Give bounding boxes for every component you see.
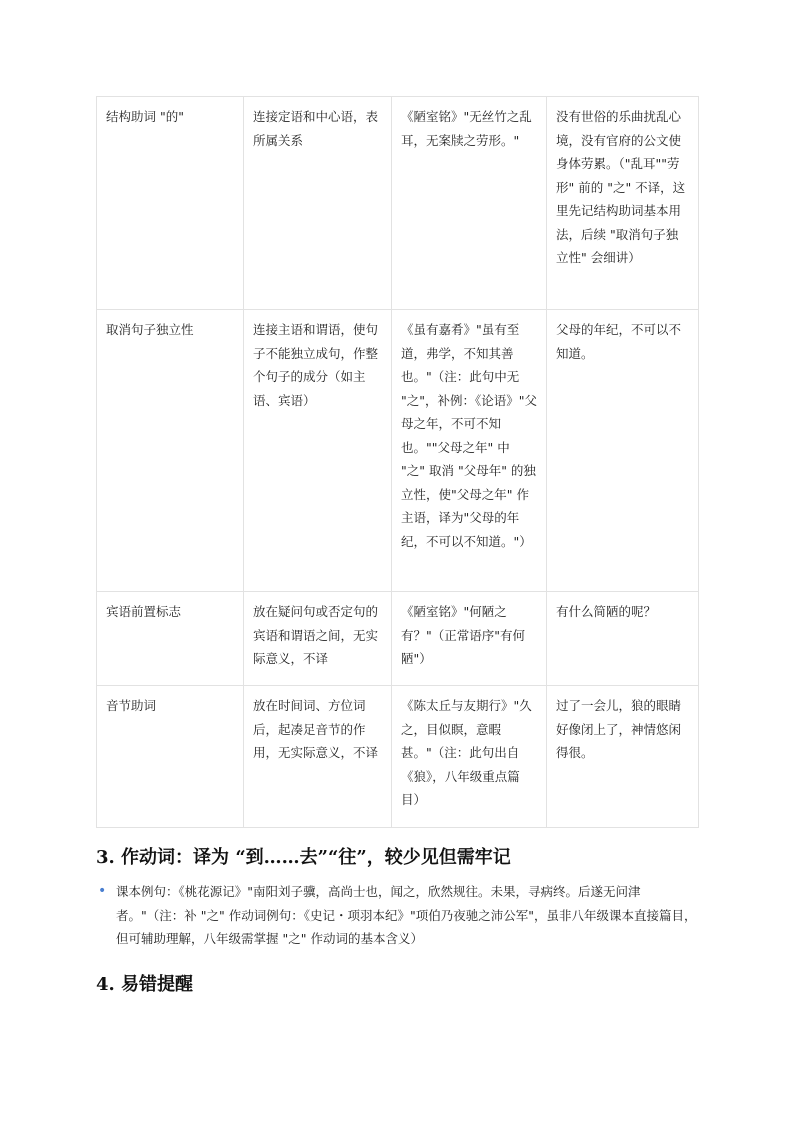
- list-item-text: 课本例句：《桃花源记》"南阳刘子骥，高尚士也，闻之，欣然规往。未果，寻病终。后遂无问津者。"（注：补 "之" 作动词例句：《史记・项羽本纪》"项伯乃夜驰之沛公军"，虽非八年级课本直接篇目，但可辅助理解，八年级需掌握 "之" 作动词的基本含义）: [116, 884, 697, 946]
- function-cell: 连接主语和谓语，使句子不能独立成句，作整个句子的成分（如主语、宾语）: [244, 310, 392, 592]
- translation-cell: 父母的年纪，不可以不知道。: [547, 310, 699, 592]
- example-cell: 《陈太丘与友期行》"久之，目似瞑，意暇甚。"（注：此句出自《狼》，八年级重点篇目）: [392, 686, 547, 828]
- function-cell: 连接定语和中心语，表所属关系: [244, 97, 392, 310]
- example-cell: 《陋室铭》"何陋之有？"（正常语序"有何陋"）: [392, 592, 547, 686]
- usage-cell: 宾语前置标志: [97, 592, 244, 686]
- usage-cell: 取消句子独立性: [97, 310, 244, 592]
- table-row: [97, 686, 699, 828]
- table-row: [97, 310, 699, 592]
- section-heading: 3. 作动词：译为 “到……去”“往”，较少见但需牢记: [96, 847, 511, 868]
- grammar-table: [96, 96, 699, 828]
- usage-cell: 音节助词: [97, 686, 244, 828]
- usage-cell: 结构助词 "的": [97, 97, 244, 310]
- example-cell: 《虽有嘉肴》"虽有至道，弗学，不知其善也。"（注：此句中无 "之"，补例：《论语》"父母之年，不可不知也。""父母之年" 中 "之" 取消 "父母年" 的独立性，使"父母之年" 作主语，译为"父母的年纪，不可以不知道。"）: [392, 310, 547, 592]
- table-row: [97, 97, 699, 310]
- example-cell: 《陋室铭》"无丝竹之乱耳，无案牍之劳形。": [392, 97, 547, 310]
- translation-cell: 没有世俗的乐曲扰乱心境，没有官府的公文使身体劳累。（"乱耳""劳形" 前的 "之" 不译，这里先记结构助词基本用法，后续 "取消句子独立性" 会细讲）: [547, 97, 699, 310]
- table-row: [97, 592, 699, 686]
- translation-cell: 过了一会儿，狼的眼睛好像闭上了，神情悠闲得很。: [547, 686, 699, 828]
- list-item: [96, 880, 706, 951]
- function-cell: 放在时间词、方位词后，起凑足音节的作用，无实际意义，不译: [244, 686, 392, 828]
- function-cell: 放在疑问句或否定句的宾语和谓语之间，无实际意义，不译: [244, 592, 392, 686]
- section-heading: 4. 易错提醒: [96, 974, 194, 995]
- translation-cell: 有什么简陋的呢？: [547, 592, 699, 686]
- bullet-icon: •: [98, 883, 107, 899]
- bullet-list: [96, 880, 706, 951]
